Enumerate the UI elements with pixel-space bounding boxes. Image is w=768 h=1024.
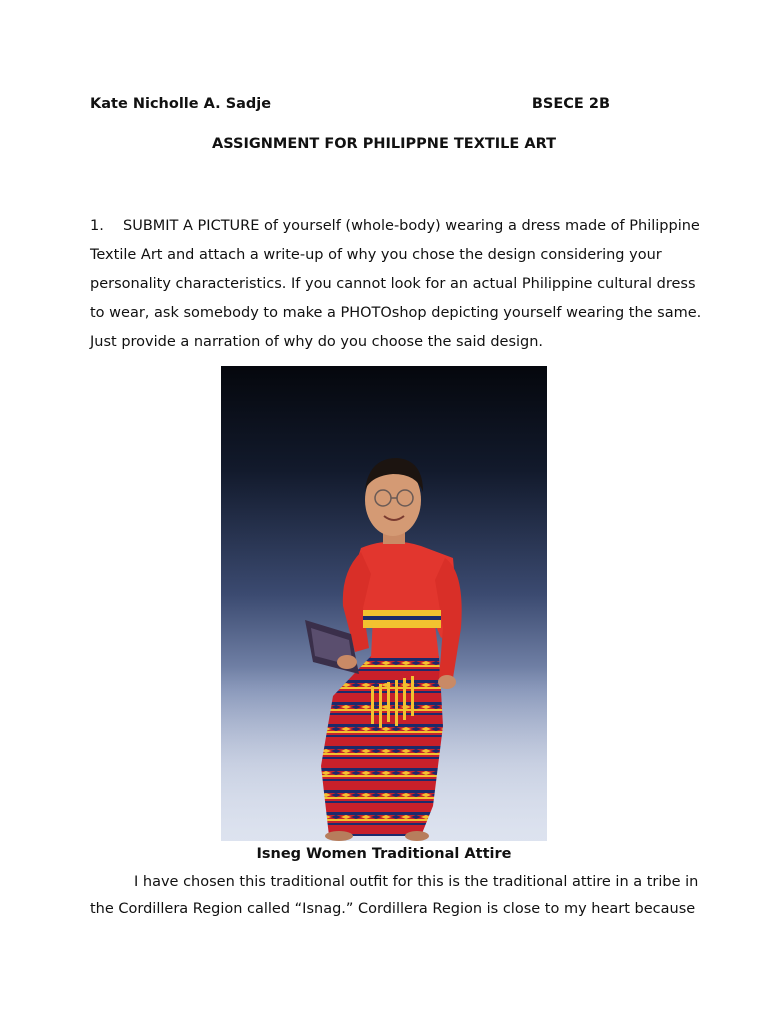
question-line: Just provide a narration of why do you choose the said design. [90, 334, 544, 350]
question-line: Textile Art and attach a write-up of why you chose the design considering your [90, 247, 662, 263]
question-item [90, 212, 702, 357]
photo-caption: Isneg Women Traditional Attire [256, 846, 512, 862]
document-title: ASSIGNMENT FOR PHILIPPNE TEXTILE ART [212, 136, 556, 152]
attire-photo [221, 366, 547, 841]
question-line: to wear, ask somebody to make a PHOTOshop depicting yourself wearing the same. [90, 305, 702, 321]
question-line: personality characteristics. If you cannot look for an actual Philippine cultural dress [90, 276, 696, 292]
body-line: the Cordillera Region called “Isnag.” Cordillera Region is close to my heart because [90, 901, 696, 917]
body-paragraph [90, 869, 699, 923]
author-name: Kate Nicholle A. Sadje [90, 96, 272, 112]
document-header [90, 96, 610, 118]
question-number: 1. [90, 218, 104, 234]
question-text [90, 212, 702, 357]
attire-photo-illustration [221, 366, 547, 841]
question-line: 1. SUBMIT A PICTURE of yourself (whole-body) wearing a dress made of Philippine [90, 212, 682, 241]
body-line: I have chosen this traditional outfit for this is the traditional attire in a tribe in [134, 874, 699, 890]
course-code: BSECE 2B [531, 96, 610, 112]
